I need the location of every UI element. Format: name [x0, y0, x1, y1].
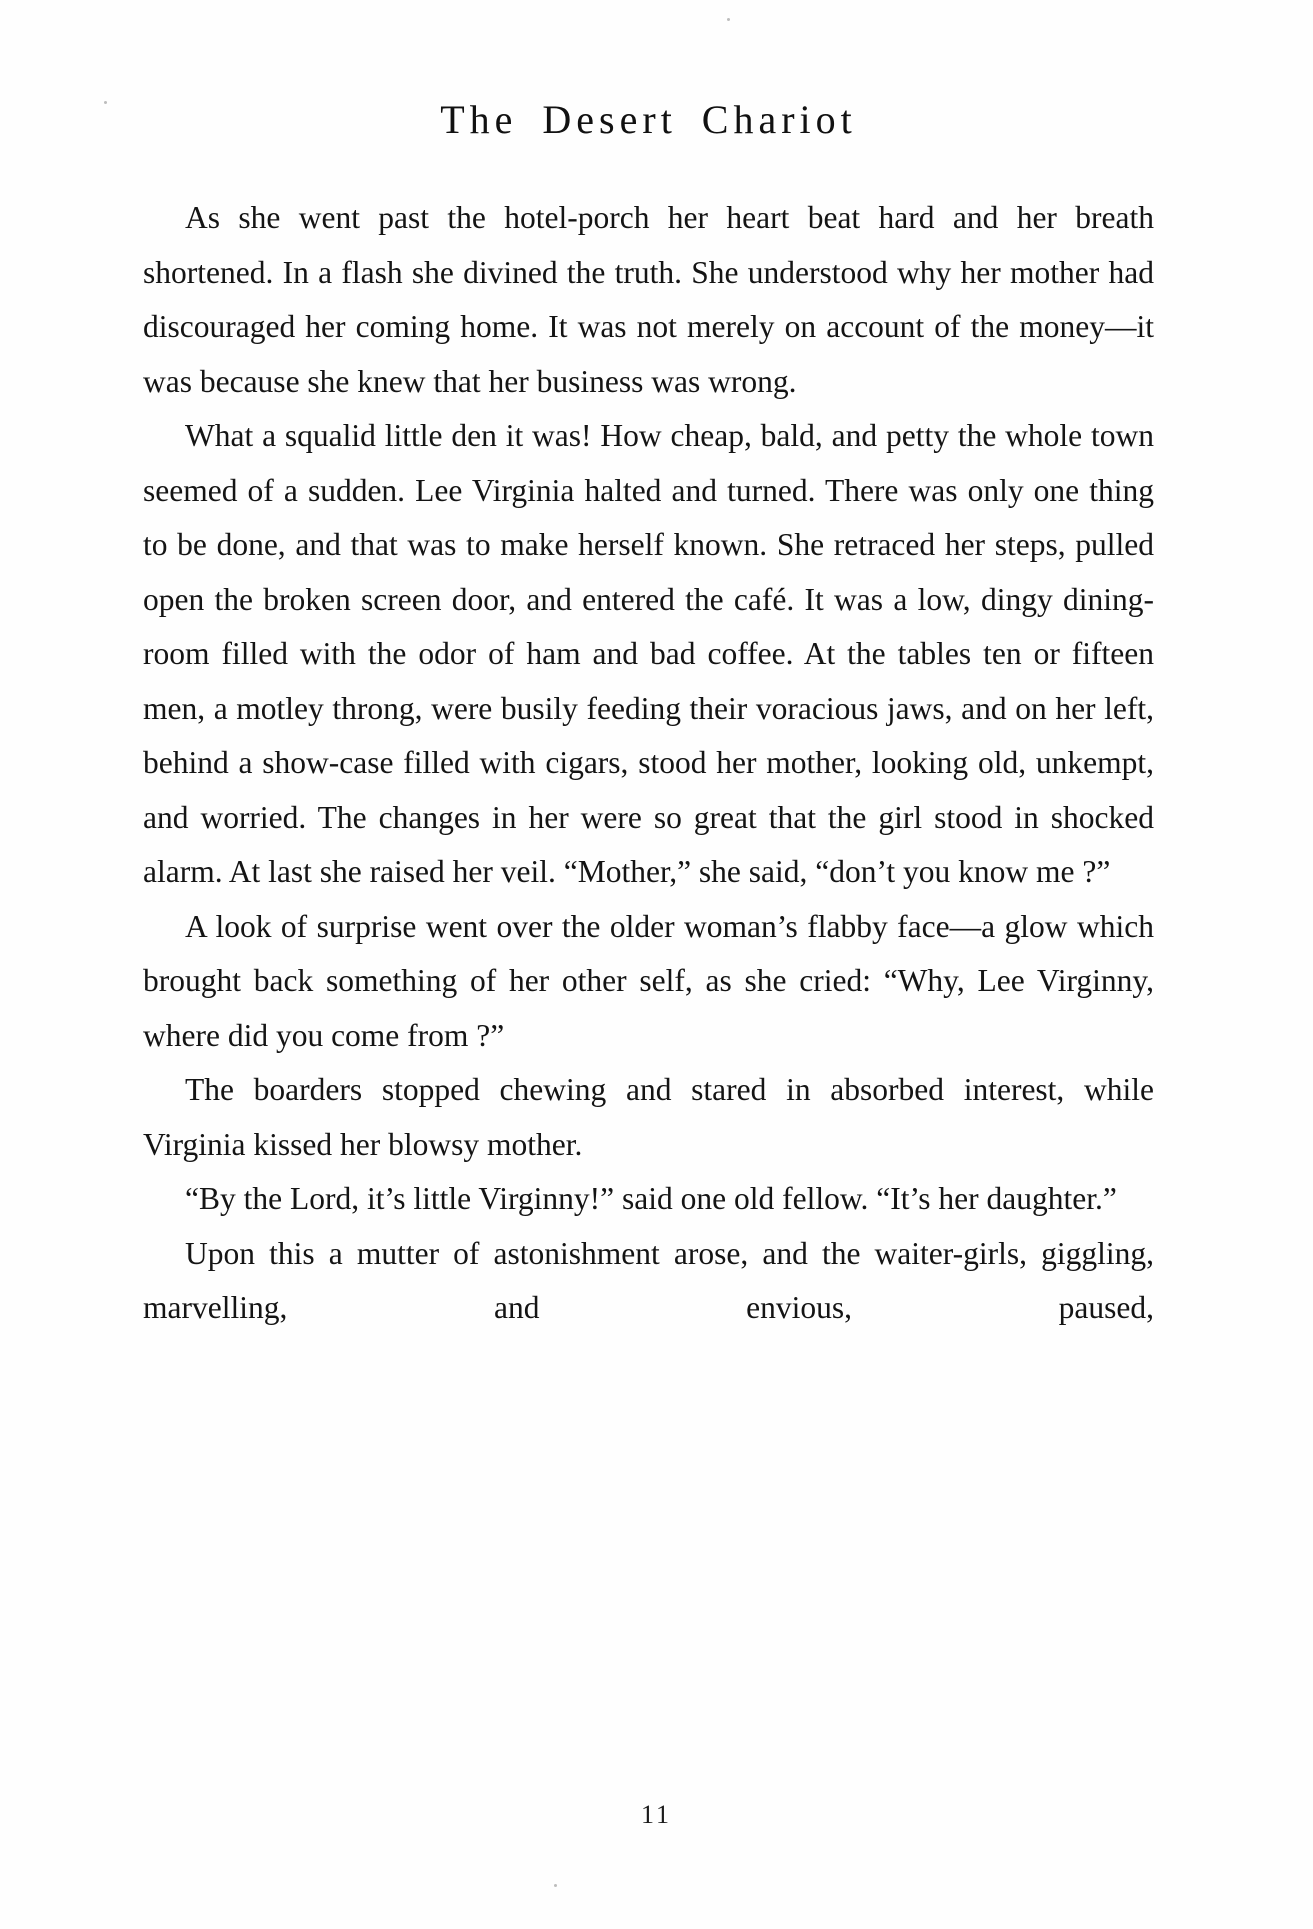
page-number: 11	[640, 1800, 673, 1829]
paragraph: The boarders stopped chewing and stared in absorbed interest, while Virginia kissed her blowsy mother.	[143, 1072, 1154, 1162]
paragraph: What a squalid little den it was! How cheap, bald, and petty the whole town seemed of a sudden. Lee Virginia halted and turned. There was only one thing to be done, and that was to make herself known. She retraced her steps, pulled open the broken screen door, and entered the café. It was a low, dingy dining-room filled with the odor of ham and bad coffee. At the tables ten or fifteen men, a motley throng, were busily feeding their voracious jaws, and on her left, behind a show-case filled with cigars, stood her mother, looking old, unkempt, and worried. The changes in her were so great that the girl stood in shocked alarm. At last she raised her veil. “Mother,” she said, “don’t you know me ?”	[143, 418, 1154, 889]
paragraph: A look of surprise went over the older woman’s flabby face—a glow which brought back something of her other self, as she cried: “Why, Lee Virginny, where did you come from ?”	[143, 908, 1154, 1053]
body-text	[143, 191, 1154, 1336]
paragraph: “By the Lord, it’s little Virginny!” said one old fellow. “It’s her daughter.”	[185, 1181, 1117, 1216]
paragraph: As she went past the hotel-porch her heart beat hard and her breath shortened. In a flash she divined the truth. She understood why her mother had discouraged her coming home. It was not merely on account of the money—it was because she knew that her business was wrong.	[143, 200, 1154, 399]
page-content	[143, 96, 1154, 1336]
registration-mark-top	[727, 18, 730, 21]
paragraph: Upon this a mutter of astonishment arose, and the waiter-girls, giggling, marvelling, and envious, paused,	[143, 1235, 1154, 1325]
registration-mark-left	[104, 101, 107, 104]
page-title: The Desert Chariot	[440, 97, 857, 142]
registration-mark-bottom	[554, 1884, 557, 1887]
